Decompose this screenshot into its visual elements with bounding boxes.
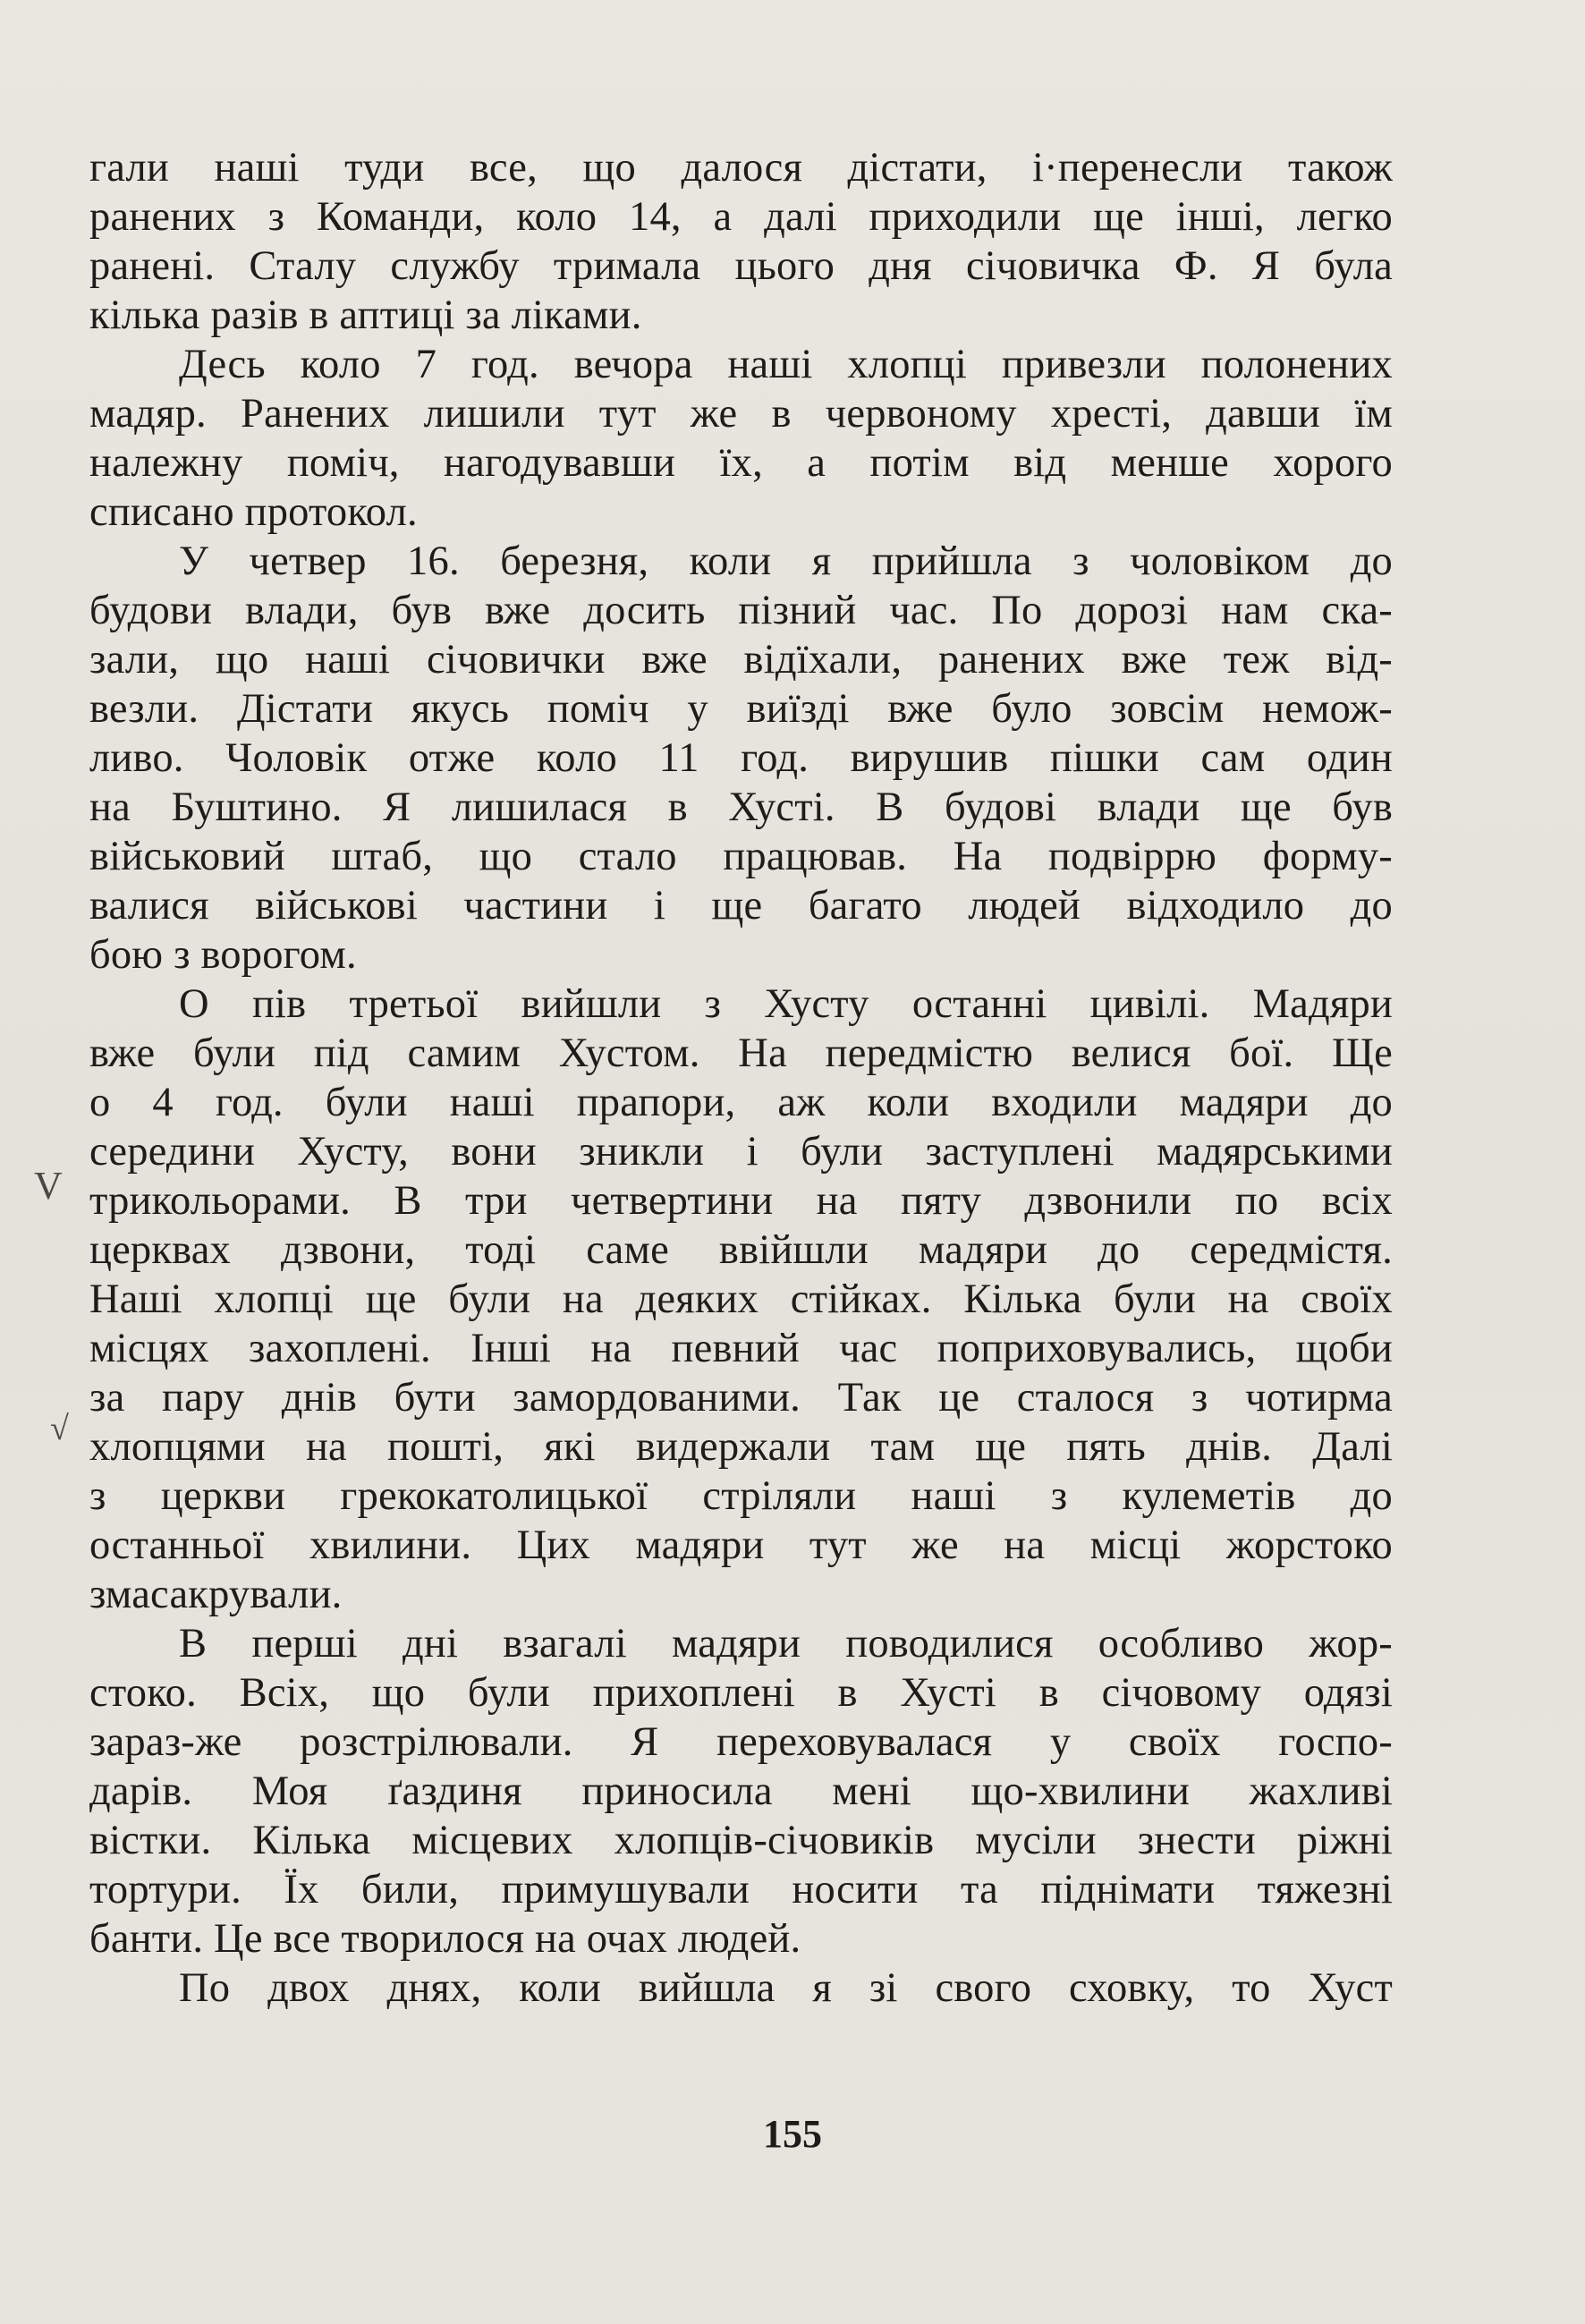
text-line: банти. Це все творилося на очах людей.: [89, 1916, 801, 1962]
text-line: вже були під самим Хустом. На передмістю велися бої. Ще: [89, 1031, 1393, 1076]
text-line: зараз-же розстрілювали. Я переховувалася у своїх госпо-: [89, 1719, 1393, 1765]
margin-check-mark: V: [34, 1164, 63, 1208]
text-line: везли. Дістати якусь поміч у виїзді вже було зовсім немож-: [89, 686, 1393, 732]
text-line: Наші хлопці ще були на деяких стійках. Кілька були на своїх: [89, 1277, 1393, 1322]
page-number: 155: [763, 2112, 822, 2156]
text-line: бою з ворогом.: [89, 932, 357, 978]
text-line: за пару днів бути замордованими. Так це сталося з чотирма: [89, 1375, 1393, 1421]
margin-check-mark: √: [50, 1410, 69, 1447]
text-line: військовий штаб, що стало працював. На подвіррю форму-: [89, 834, 1393, 879]
text-line: тортури. Їх били, примушували носити та піднімати тяжезні: [89, 1867, 1393, 1913]
text-line: По двох днях, коли вийшла я зі свого сховку, то Хуст: [179, 1965, 1393, 2011]
text-line: ранених з Команди, коло 14, а далі приходили ще інші, легко: [89, 194, 1393, 240]
text-line: зали, що наші січовички вже відїхали, ранених вже теж від-: [89, 637, 1393, 683]
text-line: церквах дзвони, тоді саме ввійшли мадяри до середмістя.: [89, 1227, 1393, 1273]
text-line: вістки. Кілька місцевих хлопців-січовиків мусіли знести ріжні: [89, 1818, 1393, 1863]
text-line: стоко. Всіх, що були прихоплені в Хусті в січовому одязі: [89, 1670, 1393, 1716]
text-line: належну поміч, нагодувавши їх, а потім від менше хорого: [89, 440, 1393, 486]
text-line: ливо. Чоловік отже коло 11 год. вирушив пішки сам один: [89, 735, 1393, 781]
text-line: хлопцями на пошті, які видержали там ще пять днів. Далі: [89, 1424, 1393, 1470]
text-line: списано протокол.: [89, 489, 418, 535]
text-line: о 4 год. були наші прапори, аж коли входили мадяри до: [89, 1080, 1393, 1125]
text-line: кілька разів в аптиці за ліками.: [89, 293, 642, 338]
text-line: трикольорами. В три четвертини на пяту дзвонили по всіх: [89, 1178, 1393, 1224]
body-text: [89, 143, 1393, 2013]
text-line: місцях захоплені. Інші на певний час поприховувались, щоби: [89, 1326, 1393, 1371]
text-line: мадяр. Ранених лишили тут же в червоному хресті, давши їм: [89, 391, 1393, 437]
text-line: У четвер 16. березня, коли я прийшла з чоловіком до: [179, 539, 1393, 584]
text-line: В перші дні взагалі мадяри поводилися особливо жор-: [179, 1621, 1393, 1667]
text-line: ранені. Сталу службу тримала цього дня січовичка Ф. Я була: [89, 243, 1393, 289]
text-line: дарів. Моя ґаздиня приносила мені що-хвилини жахливі: [89, 1768, 1393, 1814]
text-line: на Буштино. Я лишилася в Хусті. В будові влади ще був: [89, 785, 1393, 830]
text-line: гали наші туди все, що далося дістати, і·перенесли також: [89, 145, 1393, 191]
text-line: валися військові частини і ще багато людей відходило до: [89, 883, 1393, 929]
text-line: змасакрували.: [89, 1572, 343, 1617]
text-line: будови влади, був вже досить пізний час. По дорозі нам ска-: [89, 588, 1393, 633]
text-line: останньої хвилини. Цих мадяри тут же на місці жорстоко: [89, 1522, 1393, 1568]
text-line: з церкви грекокатолицької стріляли наші з кулеметів до: [89, 1473, 1393, 1519]
text-line: О пів третьої вийшли з Хусту останні цивілі. Мадяри: [179, 981, 1393, 1027]
text-line: Десь коло 7 год. вечора наші хлопці привезли полонених: [179, 342, 1393, 387]
text-line: середини Хусту, вони зникли і були заступлені мадярськими: [89, 1129, 1393, 1175]
